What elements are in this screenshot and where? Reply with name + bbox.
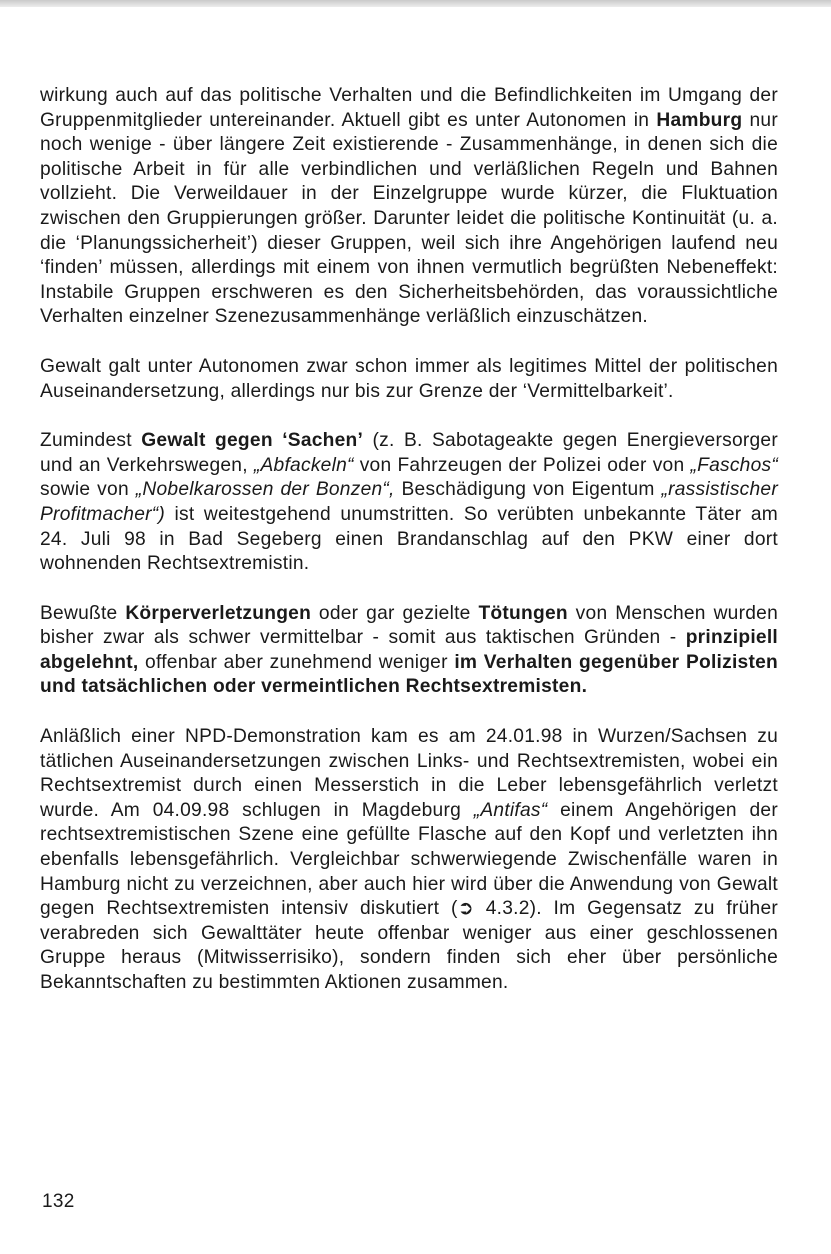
text-run: Gewalt galt unter Autonomen zwar schon immer als legitimes Mittel der politischen Auseinandersetzung, allerdings nur bis zur Grenze der ‘Vermittelbarkeit’. (40, 355, 778, 402)
italic-text: „Antifas“ (473, 799, 548, 821)
document-body (40, 84, 778, 1021)
paragraph (40, 355, 778, 404)
text-run: Bewußte (40, 602, 126, 624)
text-run: oder gar gezielte (311, 602, 479, 624)
paragraph (40, 602, 778, 700)
text-run: Anläßlich einer NPD-Demonstration kam es am 24.01.98 in Wurzen/Sachsen zu tätlichen Auseinandersetzungen zwischen Links- und Rechtsextremisten, wobei ein Rechtsextremist durch einen Messerstich in die Leber lebensgefährlich verletzt wurde. Am 04.09.98 schlugen in Magdeburg (40, 726, 778, 821)
italic-text: „Faschos“ (690, 454, 778, 476)
paragraph (40, 429, 778, 577)
text-run: von Menschen wurden bisher zwar als schwer vermittelbar - somit aus taktischen Gründen - (40, 602, 778, 649)
text-run: ist weitestgehend unumstritten. So verübten unbekannte Täter am 24. Juli 98 in Bad Segeberg einen Brandanschlag auf den PKW einer dort wohnenden Rechtsextremistin. (40, 503, 778, 575)
paragraph (40, 725, 778, 996)
page-number: 132 (42, 1191, 75, 1212)
text-run: Zumindest (40, 430, 142, 452)
text-run: wirkung auch auf das politische Verhalten und die Befindlichkeiten im Umgang der Gruppenmitglieder untereinander. Aktuell gibt es unter Autonomen in (40, 85, 778, 131)
paragraph (40, 84, 778, 330)
scan-top-edge (0, 0, 831, 7)
text-run: von Fahrzeugen der Polizei oder von (353, 454, 691, 476)
text-run: offenbar aber zunehmend weniger (138, 651, 455, 673)
text-run: sowie von (40, 479, 136, 501)
text-run: Beschädigung von Eigentum (394, 479, 662, 501)
bold-text: prinzipiell abgelehnt, (40, 627, 778, 673)
italic-text: „Abfackeln“ (253, 454, 354, 476)
bold-text: Körperverletzungen (125, 602, 312, 624)
bold-text: Hamburg (656, 109, 743, 131)
text-run: nur noch wenige - über längere Zeit existierende - Zusammenhänge, in denen sich die politische Arbeit in für alle verbindlichen und verläßlichen Regeln und Bahnen vollzieht. Die Verweildauer in der Einzelgruppe wurde kürzer, die Fluktuation zwischen den Gruppierungen größer. Darunter leidet die politische Kontinuität (u. a. die ‘Planungssicherheit’) dieser Gruppen, weil sich ihre Angehörigen laufend neu ‘finden’ müssen, allerdings mit einem von ihnen vermutlich begrüßten Nebeneffekt: Instabile Gruppen erschweren es den Sicherheitsbehörden, das voraussichtliche Verhalten einzelner Szenezusammenhänge verläßlich einzuschätzen. (40, 109, 778, 328)
text-run: (z. B. Sabotageakte gegen Energieversorger und an Verkehrswegen, (40, 430, 778, 476)
italic-text: „rassistischer Profitmacher“) (40, 479, 778, 525)
bold-text: Tötungen (478, 602, 568, 624)
italic-text: „Nobelkarossen der Bonzen“, (135, 479, 395, 501)
bold-text: im Verhalten gegenüber Polizisten und tatsächlichen oder vermeintlichen Rechtsextremisten. (40, 651, 779, 698)
text-run: einem Angehörigen der rechtsextremistischen Szene eine gefüllte Flasche auf den Kopf und verletzten ihn ebenfalls lebensgefährlich. Vergleichbar schwerwiegende Zwischenfälle waren in Hamburg nicht zu verzeichnen, aber auch hier wird über die Anwendung von Gewalt gegen Rechtsextremisten intensiv diskutiert (➲ 4.3.2). Im Gegensatz zu früher verabreden sich Gewalttäter heute offenbar weniger aus einer geschlossenen Gruppe heraus (Mitwisserrisiko), sondern finden sich eher über persönliche Bekanntschaften zu bestimmten Aktionen zusammen. (40, 799, 778, 993)
bold-text: Gewalt gegen ‘Sachen’ (141, 430, 364, 452)
